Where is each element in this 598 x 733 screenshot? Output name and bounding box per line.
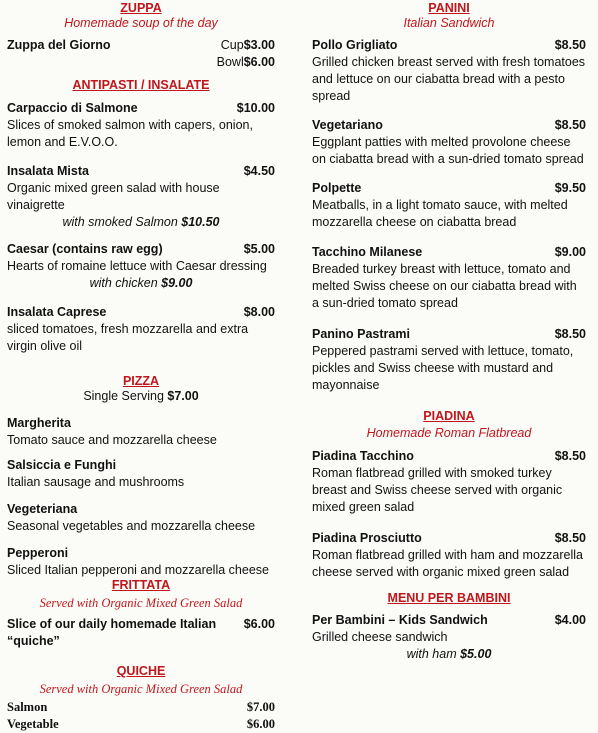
item-price: $8.50 bbox=[554, 449, 586, 463]
menu-item bbox=[312, 530, 586, 581]
quiche-subtitle: Served with Organic Mixed Green Salad bbox=[39, 682, 243, 696]
menu-item bbox=[312, 326, 586, 394]
item-name: Slice of our daily homemade Italian “quiche” bbox=[7, 617, 217, 648]
menu-item bbox=[312, 117, 586, 168]
quiche-section bbox=[7, 664, 275, 733]
menu-item bbox=[7, 241, 275, 292]
item-price: $9.00 bbox=[554, 245, 586, 259]
item-name: Piadina Tacchino bbox=[312, 449, 414, 463]
extra-price: $5.00 bbox=[460, 647, 492, 661]
pizza-price: $7.00 bbox=[167, 389, 199, 403]
item-name: Carpaccio di Salmone bbox=[7, 101, 138, 115]
item-price: $9.50 bbox=[554, 181, 586, 195]
item-name: Salmon bbox=[7, 700, 48, 714]
item-name: Polpette bbox=[312, 181, 362, 195]
item-price: $4.50 bbox=[243, 164, 275, 178]
menu-item bbox=[7, 501, 275, 535]
left-column bbox=[7, 0, 275, 733]
item-name: Caesar (contains raw egg) bbox=[7, 242, 163, 256]
menu-item bbox=[7, 716, 275, 733]
menu-item bbox=[312, 612, 586, 663]
item-desc: Roman flatbread grilled with ham and mozzarella cheese served with organic mixed green salad bbox=[312, 548, 583, 579]
pizza-subtitle: Single Serving bbox=[83, 389, 168, 403]
item-price: $8.00 bbox=[243, 305, 275, 319]
item-name: Insalata Mista bbox=[7, 164, 89, 178]
item-desc: Sliced Italian pepperoni and mozzarella cheese bbox=[7, 563, 269, 577]
menu-item bbox=[312, 37, 586, 105]
menu-item bbox=[312, 244, 586, 312]
item-desc: Grilled chicken breast served with fresh tomatoes and lettuce on our ciabatta bread with a pesto spread bbox=[312, 55, 586, 103]
item-name: Piadina Prosciutto bbox=[312, 531, 422, 545]
piadina-title: PIADINA bbox=[423, 409, 475, 423]
bowl-price: $6.00 bbox=[243, 55, 275, 69]
item-desc: Eggplant patties with melted provolone cheese on ciabatta bread with a sun-dried tomato spread bbox=[312, 135, 584, 166]
item-desc: Italian sausage and mushrooms bbox=[7, 475, 185, 489]
menu-item bbox=[312, 180, 586, 231]
item-desc: Peppered pastrami served with lettuce, tomato, pickles and Swiss cheese with mustard and mayonnaise bbox=[312, 344, 574, 392]
frittata-subtitle: Served with Organic Mixed Green Salad bbox=[39, 596, 243, 610]
menu-item bbox=[7, 163, 275, 231]
item-desc: Roman flatbread grilled with smoked turkey breast and Swiss cheese served with organic mixed green salad bbox=[312, 466, 563, 514]
item-desc: Grilled cheese sandwich bbox=[312, 630, 448, 644]
item-name: Tacchino Milanese bbox=[312, 245, 423, 259]
item-price: $8.50 bbox=[554, 118, 586, 132]
piadina-section bbox=[312, 409, 586, 581]
item-name: Vegetariano bbox=[312, 118, 383, 132]
pizza-title: PIZZA bbox=[122, 374, 160, 388]
quiche-title: QUICHE bbox=[116, 664, 166, 678]
item-name: Salsiccia e Funghi bbox=[7, 458, 117, 472]
item-desc: Seasonal vegetables and mozzarella cheese bbox=[7, 519, 256, 533]
item-desc: Breaded turkey breast with lettuce, tomato and melted Swiss cheese on our ciabatta bread with a sun-dried tomato spread bbox=[312, 262, 577, 310]
right-column bbox=[312, 0, 586, 663]
bambini-title: MENU PER BAMBINI bbox=[387, 591, 511, 605]
panini-title: PANINI bbox=[428, 1, 470, 15]
pizza-section bbox=[7, 374, 275, 579]
item-name: Margherita bbox=[7, 416, 71, 430]
item-price: $8.50 bbox=[554, 327, 586, 341]
zuppa-section bbox=[7, 1, 275, 71]
menu-item bbox=[7, 100, 275, 151]
piadina-subtitle: Homemade Roman Flatbread bbox=[366, 426, 532, 440]
panini-section bbox=[312, 1, 586, 394]
menu-item bbox=[7, 545, 275, 579]
panini-subtitle: Italian Sandwich bbox=[403, 16, 495, 30]
menu-item bbox=[312, 448, 586, 516]
zuppa-title: ZUPPA bbox=[120, 1, 162, 15]
extra-text: with ham bbox=[406, 647, 461, 661]
menu-item bbox=[7, 415, 275, 449]
extra-price: $10.50 bbox=[181, 215, 220, 229]
item-name: Vegeteriana bbox=[7, 502, 78, 516]
item-price: $5.00 bbox=[243, 242, 275, 256]
menu-item bbox=[7, 304, 275, 355]
item-name: Pepperoni bbox=[7, 546, 69, 560]
item-price: $4.00 bbox=[554, 613, 586, 627]
antipasti-title: ANTIPASTI / INSALATE bbox=[72, 78, 210, 92]
zuppa-subtitle: Homemade soup of the day bbox=[64, 16, 218, 30]
bambini-section bbox=[312, 591, 586, 663]
item-price: $6.00 bbox=[246, 717, 275, 731]
item-name: Insalata Caprese bbox=[7, 305, 107, 319]
item-desc: Organic mixed green salad with house vinaigrette bbox=[7, 181, 220, 212]
extra-price: $9.00 bbox=[161, 276, 193, 290]
item-desc: Slices of smoked salmon with capers, onion, lemon and E.V.O.O. bbox=[7, 118, 253, 149]
item-name: Panino Pastrami bbox=[312, 327, 410, 341]
extra-text: with smoked Salmon bbox=[62, 215, 182, 229]
item-price: $7.00 bbox=[246, 700, 275, 714]
item-price: $8.50 bbox=[554, 531, 586, 545]
extra-text: with chicken bbox=[89, 276, 162, 290]
antipasti-section bbox=[7, 78, 275, 355]
item-price: $8.50 bbox=[554, 38, 586, 52]
item-name: Per Bambini – Kids Sandwich bbox=[312, 613, 488, 627]
item-price: $10.00 bbox=[236, 101, 275, 115]
menu-item bbox=[7, 699, 275, 716]
item-name: Pollo Grigliato bbox=[312, 38, 398, 52]
item-name: Vegetable bbox=[7, 717, 59, 731]
zuppa-item bbox=[7, 37, 275, 71]
item-desc: Tomato sauce and mozzarella cheese bbox=[7, 433, 217, 447]
item-desc: Hearts of romaine lettuce with Caesar dressing bbox=[7, 259, 267, 273]
item-desc: Meatballs, in a light tomato sauce, with melted mozzarella cheese on ciabatta bread bbox=[312, 198, 568, 229]
cup-price: $3.00 bbox=[243, 38, 275, 52]
frittata-item bbox=[7, 616, 275, 650]
zuppa-item-name: Zuppa del Giorno bbox=[7, 38, 111, 52]
menu-item bbox=[7, 457, 275, 491]
item-price: $6.00 bbox=[243, 617, 275, 631]
cup-label: Cup bbox=[220, 38, 244, 52]
frittata-title: FRITTATA bbox=[111, 578, 171, 592]
item-desc: sliced tomatoes, fresh mozzarella and extra virgin olive oil bbox=[7, 322, 249, 353]
bowl-label: Bowl bbox=[216, 55, 244, 69]
frittata-section bbox=[7, 578, 275, 650]
